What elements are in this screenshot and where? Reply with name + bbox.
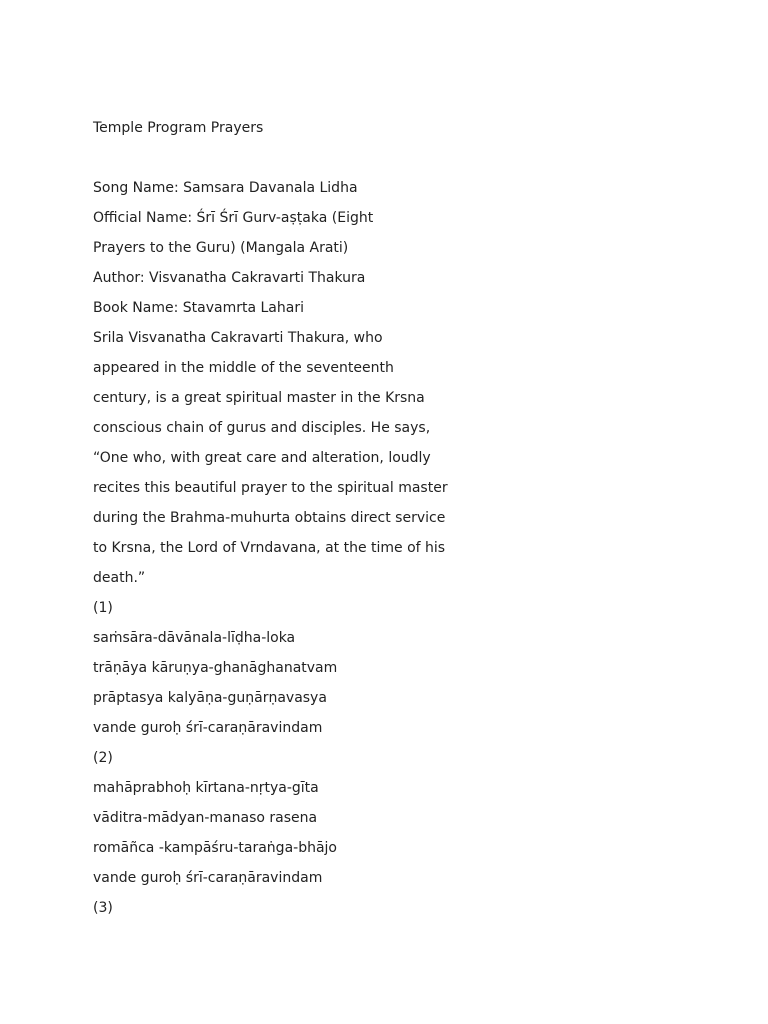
text-line: vāditra-mādyan-manaso rasena: [93, 810, 318, 826]
text-line: romāñca -kampāśru-taraṅga-bhājo: [93, 840, 337, 856]
document-title: Temple Program Prayers: [93, 120, 264, 136]
text-line: Author: Visvanatha Cakravarti Thakura: [93, 270, 366, 286]
document-page: [93, 113, 733, 923]
text-line: prāptasya kalyāṇa-guṇārṇavasya: [93, 690, 327, 706]
text-line: Srila Visvanatha Cakravarti Thakura, who: [93, 330, 383, 346]
text-line: to Krsna, the Lord of Vrndavana, at the time of his: [93, 540, 446, 556]
text-line: vande guroḥ śrī-caraṇāravindam: [93, 720, 323, 736]
text-line: (3): [93, 900, 113, 916]
text-line: century, is a great spiritual master in the Krsna: [93, 390, 425, 406]
text-line: trāṇāya kāruṇya-ghanāghanatvam: [93, 660, 338, 676]
text-line: “One who, with great care and alteration, loudly: [93, 450, 431, 466]
text-line: Book Name: Stavamrta Lahari: [93, 300, 304, 316]
text-line: mahāprabhoḥ kīrtana-nṛtya-gīta: [93, 780, 319, 796]
text-line: conscious chain of gurus and disciples. He says,: [93, 420, 431, 436]
text-line: Song Name: Samsara Davanala Lidha: [93, 180, 358, 196]
document-body: [93, 173, 733, 923]
text-line: death.”: [93, 570, 146, 586]
text-line: appeared in the middle of the seventeenth: [93, 360, 394, 376]
blank-line: [93, 143, 733, 173]
text-line: (2): [93, 750, 113, 766]
text-line: during the Brahma-muhurta obtains direct service: [93, 510, 446, 526]
text-line: Official Name: Śrī Śrī Gurv-aṣṭaka (Eight: [93, 210, 374, 226]
text-line: recites this beautiful prayer to the spiritual master: [93, 480, 448, 496]
text-line: Prayers to the Guru) (Mangala Arati): [93, 240, 349, 256]
text-line: (1): [93, 600, 113, 616]
text-line: saṁsāra-dāvānala-līḍha-loka: [93, 630, 296, 646]
text-line: vande guroḥ śrī-caraṇāravindam: [93, 870, 323, 886]
